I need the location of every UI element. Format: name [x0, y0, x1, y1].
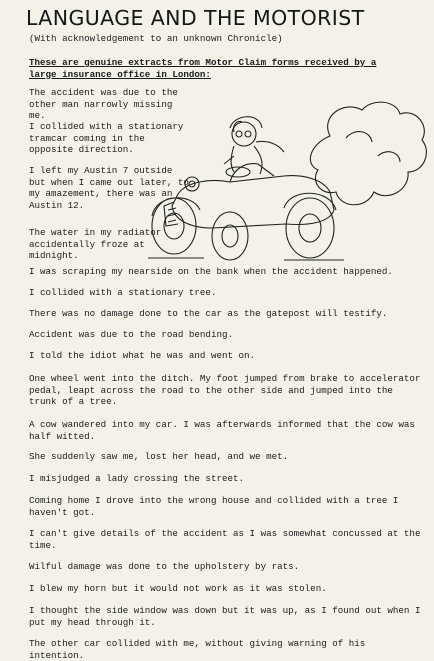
intro-paragraph: These are genuine extracts from Motor Claim forms received by a large insurance office in London: [29, 57, 377, 80]
extract-item: I collided with a stationary tramcar coming in the opposite direction. [29, 121, 189, 156]
extract-item: I blew my horn but it would not work as it was stolen. [29, 583, 327, 594]
front-left-wheel [152, 198, 196, 254]
extract-item: Wilful damage was done to the upholstery by rats. [29, 561, 300, 572]
extract-item: I collided with a stationary tree. [29, 287, 217, 298]
extract-item: I can't give details of the accident as I was somewhat concussed at the time. [29, 528, 426, 551]
extract-item: She suddenly saw me, lost her head, and we met. [29, 451, 289, 462]
page-title: LANGUAGE AND THE MOTORIST [26, 6, 365, 30]
rear-wheel [286, 198, 334, 258]
extract-item: The accident was due to the other man narrowly missing me. [29, 87, 184, 122]
extract-item: There was no damage done to the car as the gatepost will testify. [29, 308, 388, 319]
extract-item: I thought the side window was down but it was up, as I found out when I put my head through it. [29, 605, 426, 628]
extract-item: I left my Austin 7 outside but when I came out later, to my amazement, there was an Austin 12. [29, 165, 195, 211]
extract-item: The other car collided with me, without giving warning of his intention. [29, 638, 371, 661]
extract-item: I misjudged a lady crossing the street. [29, 473, 245, 484]
extract-item: I was scraping my nearside on the bank when the accident happened. [29, 266, 393, 277]
extract-item: One wheel went into the ditch. My foot jumped from brake to accelerator pedal, leapt across the road to the other side and jumped into the trunk of a tree. [29, 373, 426, 408]
page-subtitle: (With acknowledgement to an unknown Chronicle) [29, 33, 283, 44]
front-right-wheel [212, 212, 248, 260]
car-cartoon-illustration [134, 98, 429, 268]
extract-item: A cow wandered into my car. I was afterwards informed that the cow was half witted. [29, 419, 421, 442]
extract-item: Accident was due to the road bending. [29, 329, 233, 340]
extract-item: The water in my radiator accidentally froze at midnight. [29, 227, 167, 262]
extract-item: I told the idiot what he was and went on. [29, 350, 256, 361]
extract-item: Coming home I drove into the wrong house and collided with a tree I haven't got. [29, 495, 404, 518]
car-body [172, 176, 334, 228]
